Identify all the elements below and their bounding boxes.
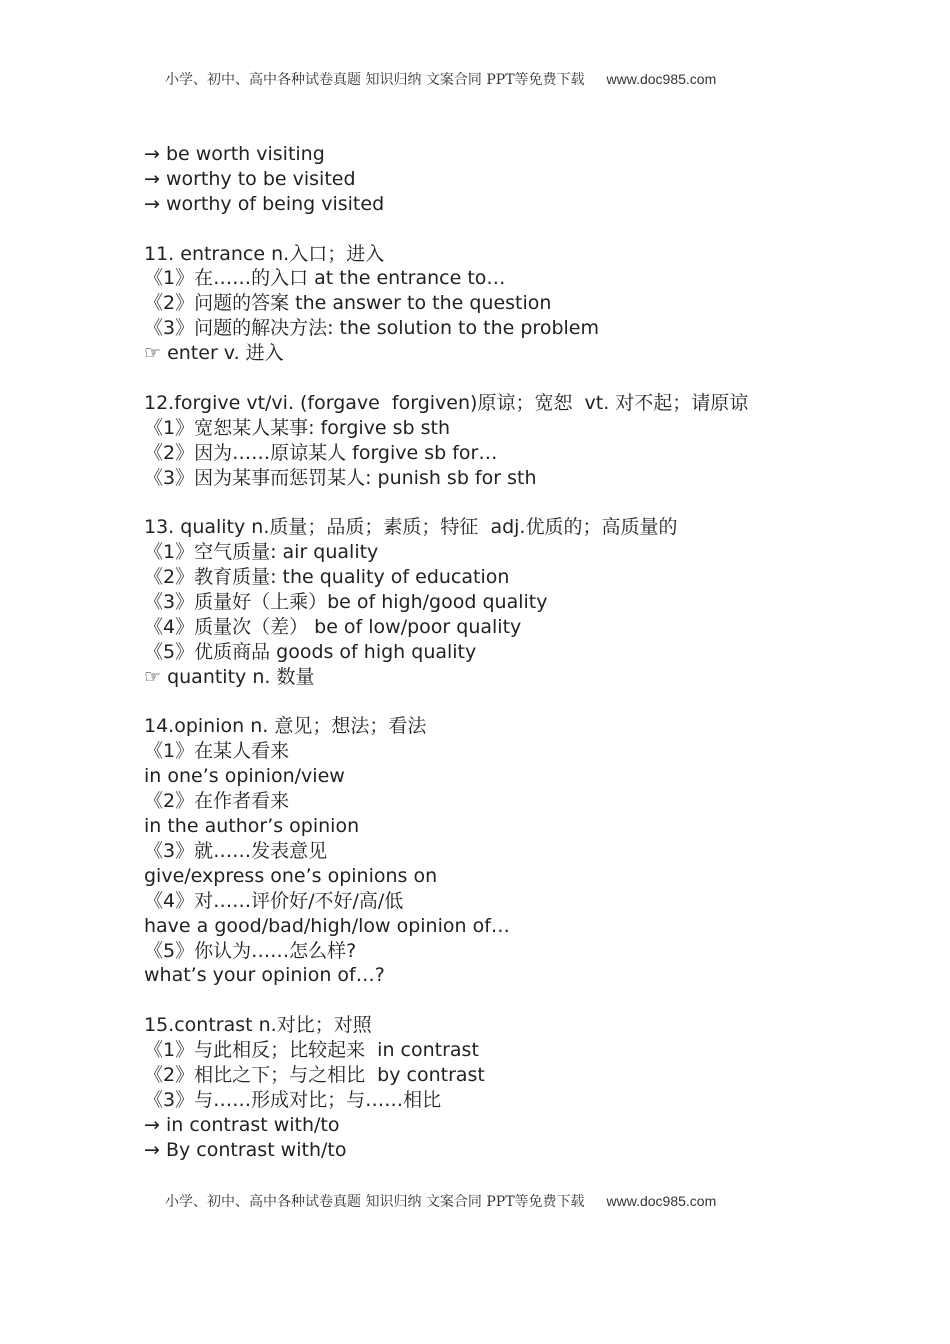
text-line: ☞ enter v. 进入 [144,342,284,365]
text-line: what’s your opinion of…? [144,964,385,987]
text-line: 《2》教育质量: the quality of education [144,566,510,589]
text-line: have a good/bad/high/low opinion of… [144,914,510,937]
footer-site-link[interactable]: www.doc985.com [606,1193,717,1209]
text-line: 11. entrance n.入口；进入 [144,242,385,265]
text-line: 《1》在某人看来 [144,740,290,763]
text-line: 《1》在……的入口 at the entrance to… [144,267,506,290]
header-site-link[interactable]: www.doc985.com [606,71,717,87]
text-line: 15.contrast n.对比；对照 [144,1014,372,1037]
text-line: 14.opinion n. 意见；想法；看法 [144,715,427,738]
text-line: 《4》质量次（差） be of low/poor quality [144,615,522,638]
text-line: 《5》你认为……怎么样? [144,939,357,962]
text-line: 12.forgive vt/vi. (forgave forgiven)原谅；宽恕 vt. 对不起；请原谅 [144,391,749,414]
text-line: 《1》与此相反；比较起来 in contrast [144,1039,479,1062]
text-line: give/express one’s opinions on [144,864,438,887]
text-line: 《3》就……发表意见 [144,839,328,862]
text-line: in the author’s opinion [144,815,360,838]
text-line: 《3》因为某事而惩罚某人: punish sb for sth [144,466,537,489]
page-footer [165,1191,805,1211]
text-line: 《3》与……形成对比；与……相比 [144,1088,442,1111]
text-line: 《3》质量好（上乘）be of high/good quality [144,591,548,614]
text-line: → By contrast with/to [144,1138,347,1161]
text-line: 《2》因为……原谅某人 forgive sb for… [144,441,498,464]
text-line: 《2》在作者看来 [144,790,290,813]
text-line: 《4》对……评价好/不好/高/低 [144,889,404,912]
text-line: in one’s opinion/view [144,765,345,788]
text-line: → worthy of being visited [144,192,385,215]
text-line: 《3》问题的解决方法: the solution to the problem [144,317,599,340]
blank-line [144,366,844,391]
page-header [165,69,805,89]
text-line: 《1》宽恕某人某事: forgive sb sth [144,416,451,439]
text-line: 13. quality n.质量；品质；素质；特征 adj.优质的；高质量的 [144,516,678,539]
text-line: → in contrast with/to [144,1113,340,1136]
blank-line [144,217,844,242]
text-line: 《2》问题的答案 the answer to the question [144,292,552,315]
document-body [144,142,844,1163]
text-line: 《2》相比之下；与之相比 by contrast [144,1063,485,1086]
header-text: 小学、初中、高中各种试卷真题 知识归纳 文案合同 PPT等免费下载 [165,72,585,88]
text-line: → worthy to be visited [144,167,356,190]
text-line: → be worth visiting [144,143,325,165]
blank-line [144,490,844,515]
text-line: ☞ quantity n. 数量 [144,665,315,688]
text-line: 《1》空气质量: air quality [144,541,379,564]
footer-text: 小学、初中、高中各种试卷真题 知识归纳 文案合同 PPT等免费下载 [165,1194,585,1210]
blank-line [144,690,844,715]
text-line: 《5》优质商品 goods of high quality [144,640,477,663]
blank-line [144,988,844,1013]
